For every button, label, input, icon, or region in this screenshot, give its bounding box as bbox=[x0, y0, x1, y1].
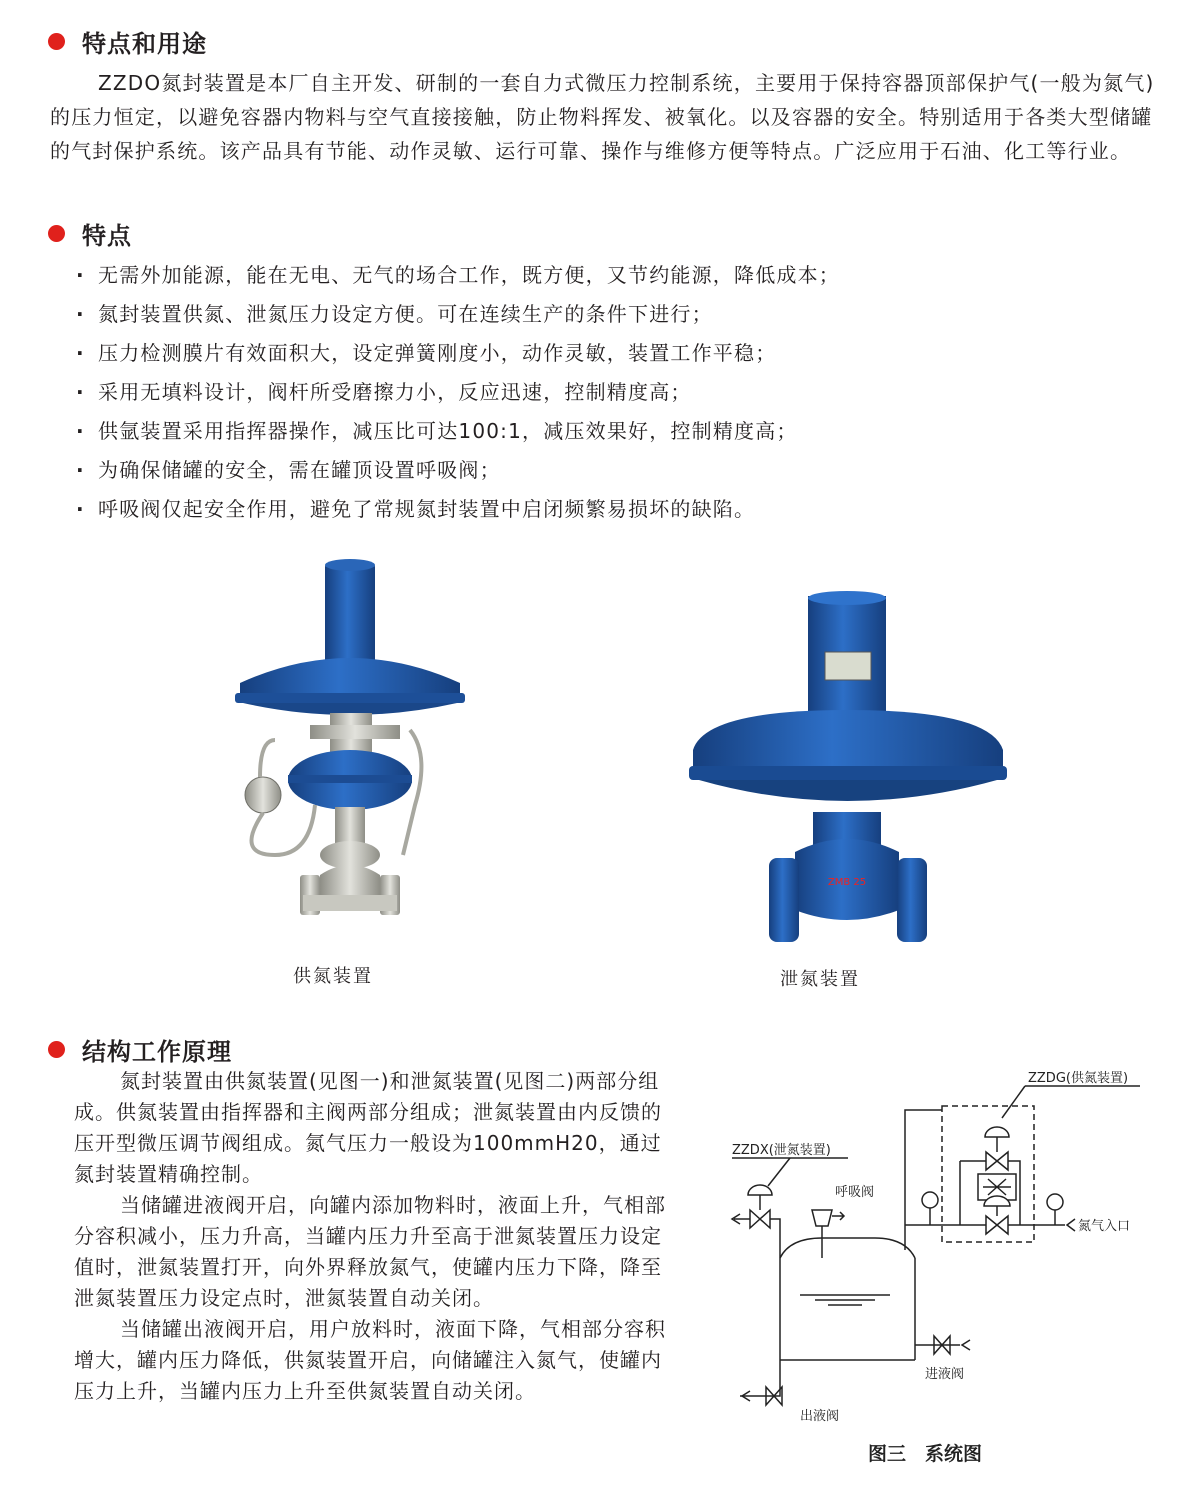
section-title: 特点和用途 bbox=[82, 30, 207, 58]
feature-item: · 无需外加能源，能在无电、无气的场合工作，既方便，又节约能源，降低成本； bbox=[76, 256, 840, 295]
principle-text bbox=[74, 1066, 674, 1407]
principle-paragraph: 当储罐出液阀开启，用户放料时，液面下降，气相部分容积增大，罐内压力降低，供氮装置开启，向储罐注入氮气，使罐内压力上升，当罐内压力上升至供氮装置自动关闭。 bbox=[74, 1317, 666, 1403]
section-heading-uses bbox=[48, 24, 207, 59]
principle-paragraph: 当储罐进液阀开启，向罐内添加物料时，液面上升，气相部分容积减小，压力升高，当罐内压力升至高于泄氮装置压力设定值时，泄氮装置打开，向外界释放氮气，使罐内压力下降，降至泄氮装置压力设定点时，泄氮装置自动关闭。 bbox=[74, 1193, 666, 1310]
pilot-valve-icon bbox=[986, 1152, 1008, 1170]
feature-item: · 压力检测膜片有效面积大，设定弹簧刚度小，动作灵敏，装置工作平稳； bbox=[76, 334, 840, 373]
feature-item: · 为确保储罐的安全，需在罐顶设置呼吸阀； bbox=[76, 451, 840, 490]
outlet-pipe bbox=[740, 1360, 780, 1396]
valve-marking: ZMB 25 bbox=[827, 877, 867, 888]
zzdg-label: ZZDG(供氮装置) bbox=[1028, 1071, 1129, 1086]
inlet-arrow-icon bbox=[1067, 1219, 1075, 1231]
breather-valve-icon bbox=[812, 1210, 832, 1226]
principle-paragraph: 氮封装置由供氮装置(见图一)和泄氮装置(见图二)两部分组成。供氮装置由指挥器和主阀两部分组成；泄氮装置由内反馈的压开型微压调节阀组成。氮气压力一般设为100mmH20，通过氮封装置精确控制。 bbox=[74, 1069, 662, 1186]
section-title: 特点 bbox=[82, 222, 132, 250]
nitrogen-inlet-label: 氮气入口 bbox=[1078, 1219, 1131, 1234]
bullet-dot bbox=[48, 33, 65, 50]
relief-outlet-arrow-icon bbox=[732, 1214, 750, 1224]
liquid-level-lines bbox=[800, 1295, 890, 1305]
relief-actuator-icon bbox=[748, 1185, 772, 1195]
relief-device-caption: 泄氮装置 bbox=[780, 969, 860, 990]
tank-top bbox=[780, 1238, 915, 1258]
intro-text: ZZDO氮封装置是本厂自主开发、研制的一套自力式微压力控制系统，主要用于保持容器顶部保护气(一般为氮气)的压力恒定，以避免容器内物料与空气直接接触，防止物料挥发、被氧化。以及容器的安全。特别适用于各类大型储罐的气封保护系统。该产品具有节能、动作灵敏、运行可靠、操作与维修方便等特点。广泛应用于石油、化工等行业。 bbox=[50, 71, 1155, 163]
inlet-valve-label: 进液阀 bbox=[925, 1367, 965, 1382]
feature-item: · 氮封装置供氮、泄氮压力设定方便。可在连续生产的条件下进行； bbox=[76, 295, 840, 334]
feature-list bbox=[76, 256, 840, 529]
feature-item: · 呼吸阀仅起安全作用，避免了常规氮封装置中启闭频繁易损坏的缺陷。 bbox=[76, 490, 840, 529]
section-title: 结构工作原理 bbox=[82, 1038, 232, 1066]
zzdg-leader-line bbox=[1002, 1086, 1025, 1118]
tank-walls bbox=[780, 1258, 915, 1360]
main-valve-icon bbox=[986, 1216, 1008, 1234]
feature-item: · 采用无填料设计，阀杆所受磨擦力小，反应迅速，控制精度高； bbox=[76, 373, 840, 412]
diagram-caption: 图三 系统图 bbox=[868, 1443, 983, 1465]
outlet-valve-label: 出液阀 bbox=[800, 1409, 840, 1424]
system-diagram bbox=[720, 1060, 1170, 1480]
section-heading-principle bbox=[48, 1032, 232, 1067]
breather-valve-label: 呼吸阀 bbox=[835, 1185, 875, 1200]
feedback-line bbox=[905, 1110, 942, 1225]
intro-paragraph bbox=[50, 66, 1165, 168]
feature-item: · 供氩装置采用指挥器操作，减压比可达100:1，减压效果好，控制精度高； bbox=[76, 412, 840, 451]
section-heading-features bbox=[48, 216, 132, 251]
zzdx-label: ZZDX(泄氮装置) bbox=[732, 1143, 831, 1158]
bullet-dot bbox=[48, 225, 65, 242]
supply-device-caption: 供氮装置 bbox=[293, 966, 373, 987]
pressure-gauge-icon bbox=[922, 1192, 938, 1208]
bullet-dot bbox=[48, 1041, 65, 1058]
main-valve-actuator-icon bbox=[984, 1196, 1010, 1206]
nitrogen-supply-valve-image bbox=[215, 555, 475, 940]
relief-valve-icon bbox=[750, 1210, 770, 1228]
inlet-pressure-gauge-icon bbox=[1047, 1194, 1063, 1210]
nitrogen-relief-valve-image bbox=[685, 590, 1025, 950]
pilot-actuator-icon bbox=[985, 1127, 1009, 1137]
